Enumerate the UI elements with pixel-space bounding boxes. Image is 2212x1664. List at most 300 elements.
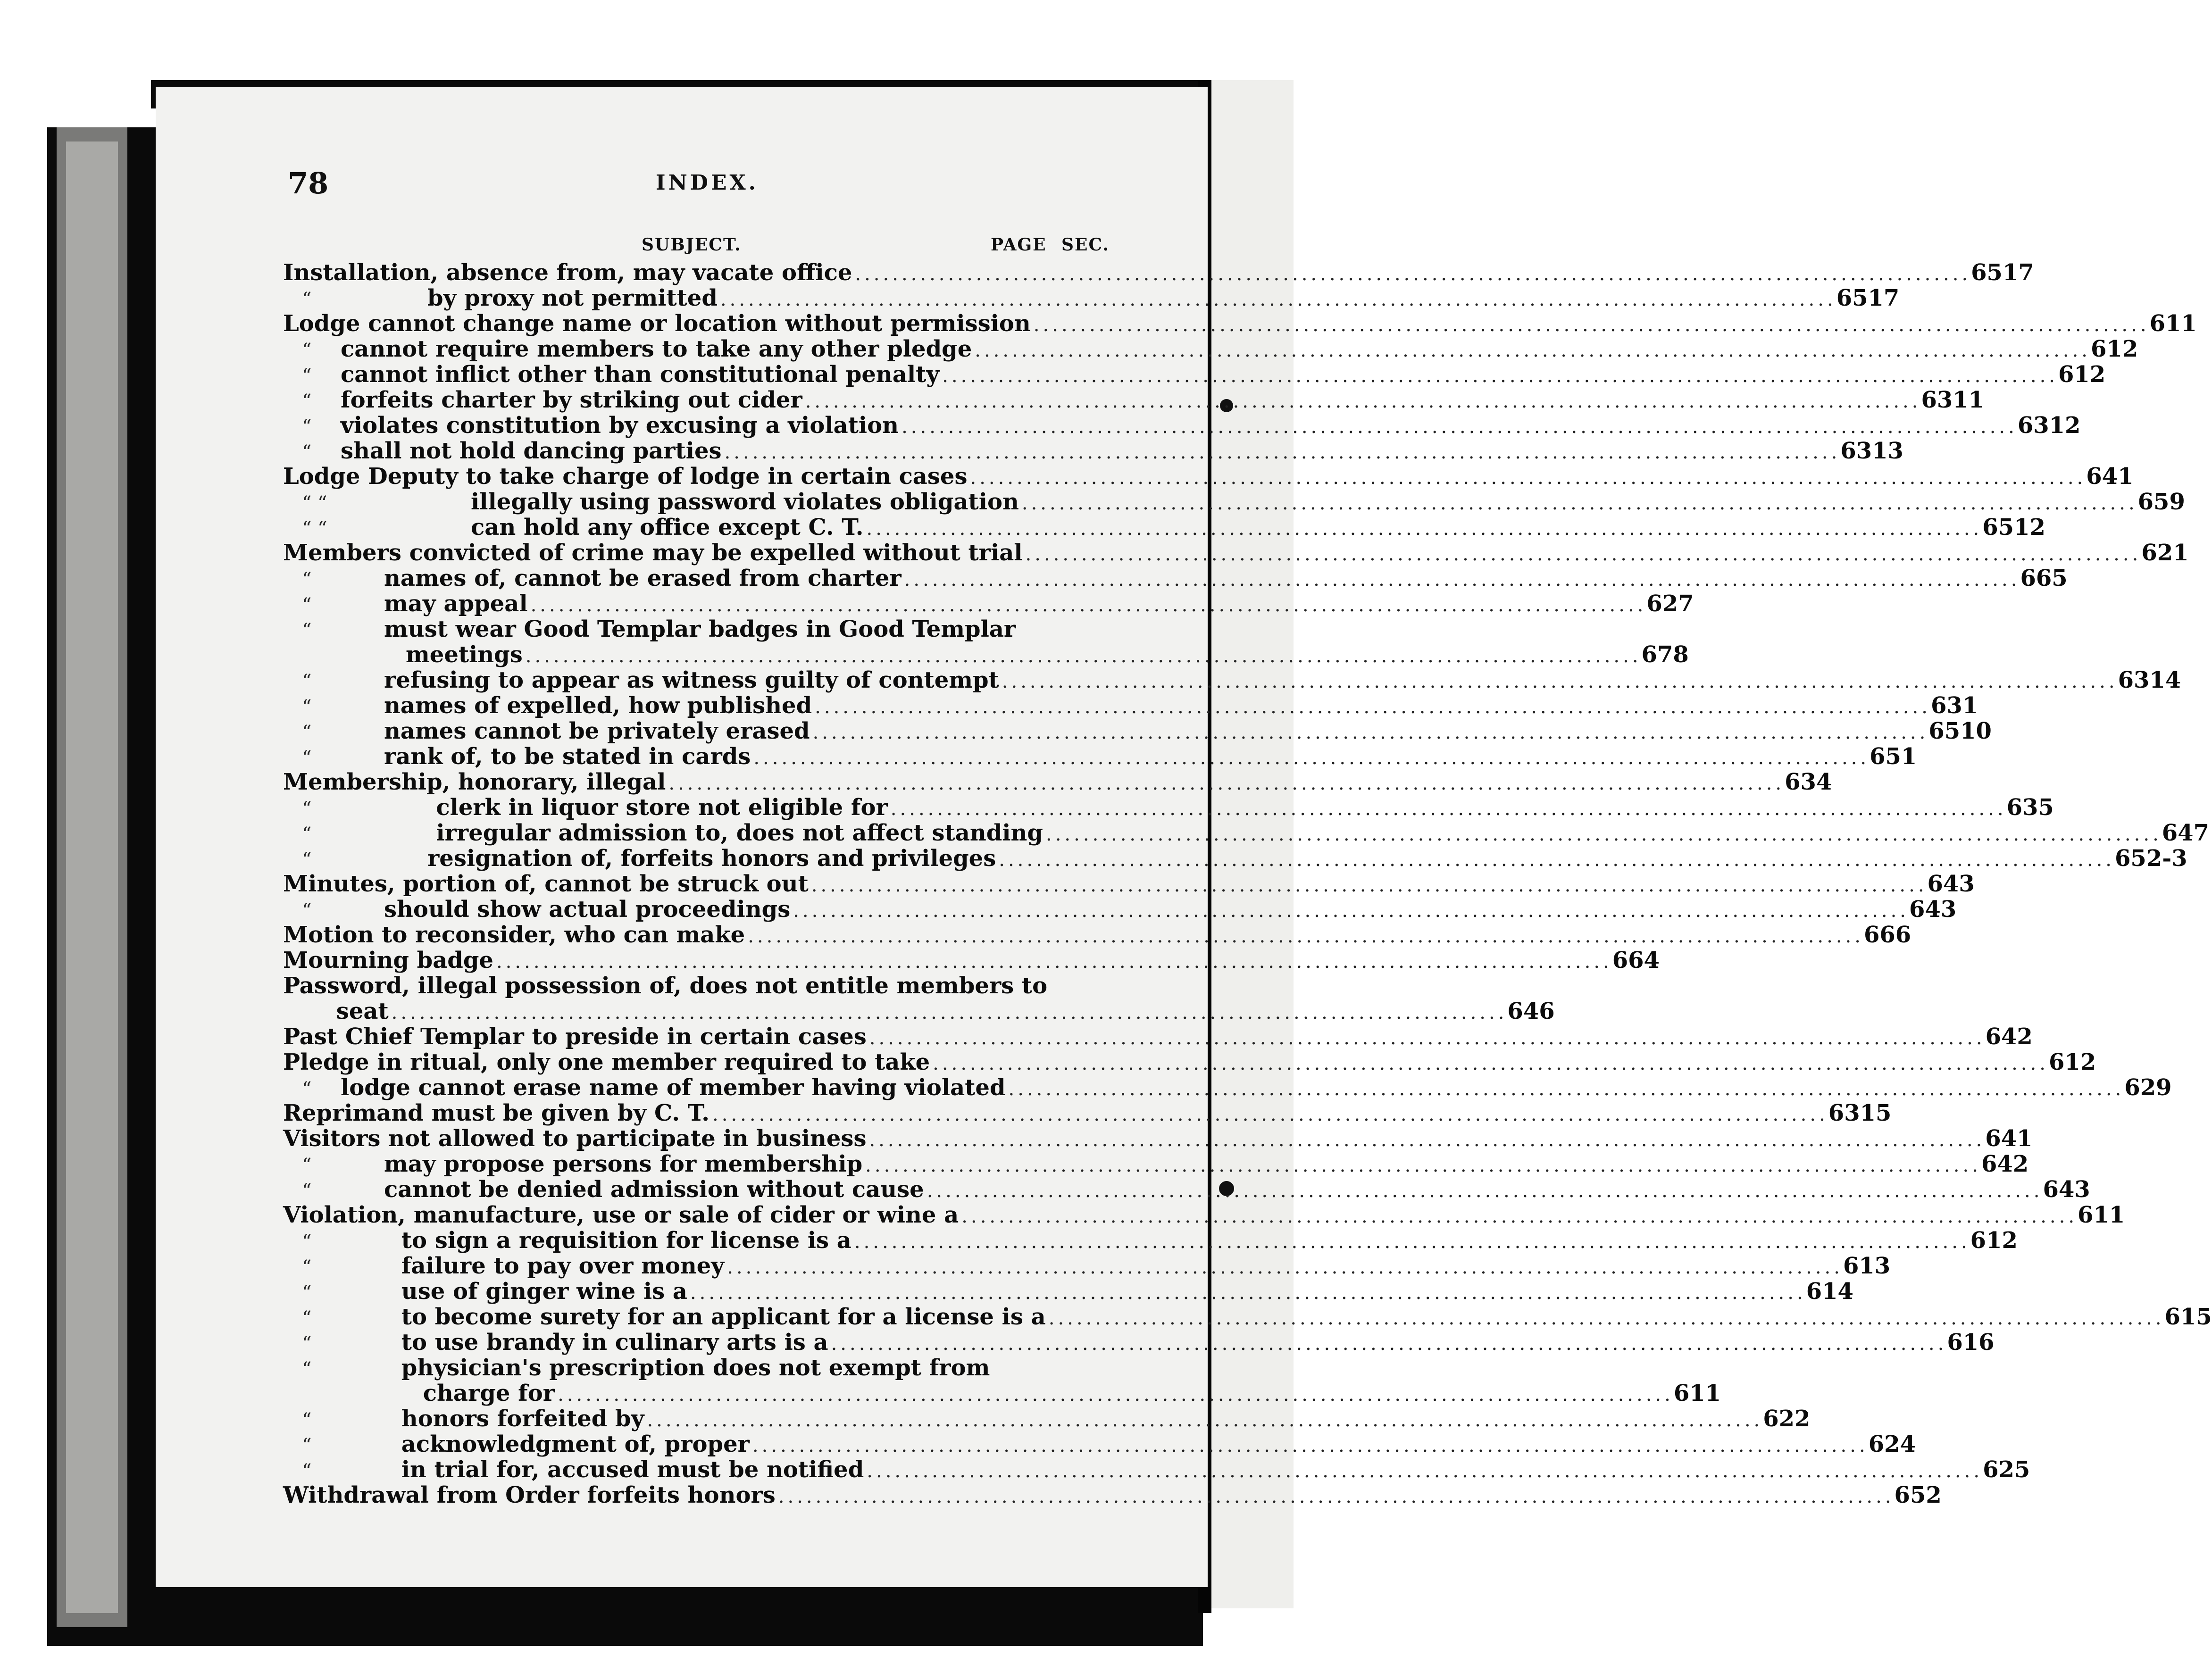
entry-page: 62 (1868, 1431, 1900, 1457)
entry-section: 15 (1860, 1100, 1892, 1126)
entry-subject-cell (283, 1151, 1981, 1177)
index-entry (283, 336, 2138, 362)
entry-subject-cell (283, 387, 1921, 413)
entry-subject-cell (283, 692, 1931, 719)
ditto-mark: “ (302, 391, 312, 412)
entry-subject-cell (283, 489, 2138, 515)
index-entry-list (283, 259, 2212, 1508)
entry-subject-cell (283, 1456, 1983, 1483)
entry-subject: acknowledgment of, proper (401, 1431, 750, 1457)
entry-section: 3 (1874, 1253, 1891, 1279)
index-entry (283, 1456, 2030, 1483)
ditto-mark: “ “ (302, 518, 327, 540)
index-entry (283, 514, 2045, 541)
dot-leader: ........................................................................................................................ (496, 951, 1612, 973)
entry-subject-cell (283, 1380, 1674, 1406)
entry-section: 13 (1872, 438, 1903, 464)
dot-leader: ........................................................................................................................ (812, 722, 1929, 743)
dot-leader: ........................................................................................................................ (752, 1435, 1869, 1456)
entry-subject: refusing to appear as witness guilty of contempt (384, 667, 999, 693)
entry-subject-cell (283, 514, 1982, 541)
ditto-mark: “ (302, 1409, 312, 1431)
entry-subject-cell (283, 1125, 1985, 1152)
entry-subject-cell (283, 1023, 1986, 1050)
entry-subject-cell (283, 896, 1909, 923)
index-entry (283, 1380, 1721, 1406)
entry-section: 2-3 (2146, 845, 2187, 872)
ditto-mark: “ (302, 1256, 312, 1278)
dot-leader: ........................................................................................................................ (1033, 314, 2150, 336)
entry-section: 2 (2080, 1049, 2096, 1075)
entry-subject: honors forfeited by (401, 1406, 644, 1432)
entry-page: 61 (2048, 1049, 2080, 1075)
ditto-mark: “ (302, 1078, 312, 1100)
index-entry (283, 922, 1912, 948)
entry-page: 61 (1970, 1227, 2002, 1254)
index-entry (283, 1304, 2212, 1330)
entry-section: 4 (1900, 1431, 1916, 1457)
entry-section: 1 (2017, 1125, 2033, 1152)
entry-page: 65 (1836, 285, 1868, 311)
entry-page: 62 (1646, 591, 1678, 617)
entry-subject: seat (336, 998, 389, 1024)
entry-page: 61 (1806, 1278, 1838, 1305)
entry-subject: illegally using password violates obligation (471, 489, 1019, 515)
index-entry (283, 1482, 1942, 1508)
entry-section: 2 (2012, 1151, 2029, 1177)
entry-subject: Membership, honorary, illegal (283, 769, 666, 795)
entry-subject-cell (283, 820, 2162, 846)
entry-section: 7 (2193, 820, 2209, 846)
entry-page: 64 (2043, 1176, 2075, 1203)
entry-section: 6 (1539, 998, 1555, 1024)
entry-page: 63 (1828, 1100, 1860, 1126)
dot-leader: ........................................................................................................................ (866, 518, 1983, 540)
entry-page: 61 (2091, 336, 2122, 362)
entry-subject: to sign a requisition for license is a (401, 1227, 851, 1254)
dot-leader: ........................................................................................................................ (854, 1231, 1970, 1253)
entry-subject-cell (283, 1431, 1869, 1457)
index-entry (283, 947, 1660, 973)
entry-page: 62 (2124, 1074, 2156, 1101)
dot-leader: ........................................................................................................................ (805, 391, 1921, 412)
dot-leader: ........................................................................................................................ (391, 1002, 1508, 1023)
dot-leader: ........................................................................................................................ (975, 340, 2091, 361)
ditto-mark: “ (302, 849, 312, 871)
entry-section: 5 (2038, 794, 2054, 821)
entry-subject: names cannot be privately erased (384, 718, 810, 744)
entry-page: 62 (2141, 540, 2173, 566)
entry-subject-cell (283, 922, 1864, 948)
entry-subject: failure to pay over money (401, 1253, 725, 1279)
dot-leader: ........................................................................................................................ (778, 1486, 1895, 1507)
entry-section: 4 (1837, 1278, 1853, 1305)
entry-subject-cell (283, 641, 1642, 668)
entry-page: 67 (1641, 641, 1673, 668)
entry-subject-cell (283, 1329, 1947, 1356)
entry-subject: to become surety for an applicant for a license is a (401, 1304, 1046, 1330)
entry-page: 63 (1930, 692, 1962, 719)
entry-subject: by proxy not permitted (427, 285, 718, 311)
index-entry (283, 361, 2106, 388)
entry-section: 2 (2017, 1023, 2033, 1050)
ditto-mark: “ (302, 798, 312, 820)
index-entry (283, 1176, 2090, 1203)
entry-subject: Withdrawal from Order forfeits honors (283, 1482, 776, 1508)
entry-subject: names of expelled, how published (384, 692, 812, 719)
dot-leader: ........................................................................................................................ (855, 263, 1971, 285)
ditto-mark: “ (302, 722, 312, 743)
entry-section: 1 (1901, 743, 1917, 770)
entry-subject: must wear Good Templar badges in Good Templar (384, 616, 1016, 642)
entry-section: 3 (2074, 1176, 2090, 1203)
entry-subject: names of, cannot be erased from charter (384, 565, 901, 591)
ditto-mark: “ (302, 671, 312, 692)
entry-page: 61 (2078, 1202, 2109, 1228)
dot-leader: ........................................................................................................................ (1048, 1307, 2165, 1329)
entry-page: 64 (1507, 998, 1539, 1024)
entry-subject: irregular admission to, does not affect standing (436, 820, 1043, 846)
ditto-mark: “ (302, 747, 312, 769)
ditto-mark: “ (302, 1307, 312, 1329)
entry-subject-cell (283, 1202, 2078, 1228)
entry-subject-cell (283, 336, 2091, 362)
index-entry (283, 412, 2081, 439)
entry-page: 64 (1985, 1125, 2017, 1152)
dot-leader: ........................................................................................................................ (530, 594, 1647, 616)
dot-leader: ........................................................................................................................ (1002, 671, 2118, 692)
entry-section: 5 (2052, 565, 2068, 591)
entry-page: 63 (2006, 794, 2038, 821)
entry-subject: forfeits charter by striking out cider (341, 387, 802, 413)
entry-subject-cell (283, 438, 1840, 464)
dot-leader: ........................................................................................................................ (865, 1155, 1981, 1176)
entry-subject: violates constitution by excusing a violation (341, 412, 899, 439)
entry-subject: Password, illegal possession of, does not entitle members to (283, 973, 1048, 999)
entry-page: 65 (1894, 1482, 1926, 1508)
dot-leader: ........................................................................................................................ (815, 696, 1931, 718)
dot-leader: ........................................................................................................................ (668, 773, 1785, 794)
dot-leader: ........................................................................................................................ (525, 645, 1642, 667)
dot-leader: ........................................................................................................................ (904, 569, 2020, 591)
ditto-mark: “ (302, 900, 312, 922)
ditto-mark: “ (302, 1435, 312, 1456)
entry-subject: cannot inflict other than constitutional penalty (341, 361, 940, 388)
entry-page: 61 (1673, 1380, 1705, 1406)
entry-section: 6 (1895, 922, 1912, 948)
entry-subject-cell (283, 871, 1928, 897)
ditto-mark: “ (302, 340, 312, 361)
index-entry (283, 641, 1689, 668)
entry-subject: Installation, absence from, may vacate office (283, 259, 852, 286)
index-entry (283, 1023, 2033, 1050)
entry-section: 12 (2014, 514, 2045, 541)
entry-subject: Minutes, portion of, cannot be struck out (283, 871, 809, 897)
dot-leader: ........................................................................................................................ (558, 1384, 1674, 1406)
ditto-mark: “ (302, 594, 312, 616)
entry-page: 61 (2149, 310, 2181, 337)
index-entry (283, 463, 2134, 490)
entry-subject: Reprimand must be given by C. T. (283, 1100, 710, 1126)
entry-subject: in trial for, accused must be notified (401, 1456, 864, 1483)
entry-subject-cell (283, 1049, 2049, 1075)
page-number: 78 (288, 166, 329, 200)
entry-subject-cell (283, 794, 2007, 821)
dot-leader: ........................................................................................................................ (901, 416, 2018, 438)
entry-section: 1 (1705, 1380, 1721, 1406)
entry-subject: clerk in liquor store not eligible for (436, 794, 888, 821)
dot-leader: ........................................................................................................................ (1046, 824, 2162, 845)
entry-subject-cell (283, 947, 1612, 973)
dot-leader: ........................................................................................................................ (927, 1180, 2043, 1202)
entry-page: 63 (2118, 667, 2150, 693)
entry-subject: Motion to reconsider, who can make (283, 922, 745, 948)
entry-subject-cell (283, 412, 2018, 439)
ditto-mark: “ (302, 1180, 312, 1202)
entry-subject-cell (283, 565, 2020, 591)
entry-page: 63 (2017, 412, 2049, 439)
entry-page: 62 (1983, 1456, 2014, 1483)
index-entry (283, 896, 1957, 923)
entry-section: 1 (2118, 463, 2134, 490)
ditto-mark: “ (302, 696, 312, 718)
entry-subject: charge for (423, 1380, 555, 1406)
entry-subject: Violation, manufacture, use or sale of cider or wine a (283, 1202, 959, 1228)
entry-subject: Mourning badge (283, 947, 493, 973)
entry-subject-cell (283, 1482, 1895, 1508)
entry-page: 63 (1921, 387, 1953, 413)
index-entry (283, 259, 2034, 286)
index-entry (283, 540, 2189, 566)
entry-page: 65 (1971, 259, 2003, 286)
entry-subject: cannot require members to take any other pledge (341, 336, 972, 362)
entry-subject-cell (283, 1100, 1828, 1126)
entry-section: 1 (2181, 310, 2197, 337)
index-entry (283, 1329, 1995, 1356)
entry-section: 3 (1959, 871, 1975, 897)
entry-section: 14 (2149, 667, 2181, 693)
dot-leader: ........................................................................................................................ (1021, 492, 2138, 514)
entry-subject: Members convicted of crime may be expelled without trial (283, 540, 1023, 566)
dot-leader: ........................................................................................................................ (727, 1256, 1843, 1278)
index-entry (283, 1049, 2096, 1075)
ditto-mark: “ (302, 1460, 312, 1482)
entry-subject: rank of, to be stated in cards (384, 743, 751, 770)
dot-leader: ........................................................................................................................ (890, 798, 2007, 820)
index-entry (283, 616, 1123, 641)
entry-subject-cell (283, 769, 1785, 795)
index-entry (283, 387, 1985, 413)
index-entry (283, 1074, 2172, 1101)
entry-section: 10 (1960, 718, 1992, 744)
entry-subject-cell (283, 845, 2115, 872)
entry-page: 61 (1843, 1253, 1875, 1279)
entry-section: 5 (2014, 1456, 2030, 1483)
entry-subject: lodge cannot erase name of member having violated (341, 1074, 1006, 1101)
entry-section: 4 (1644, 947, 1660, 973)
index-entry (283, 1278, 1853, 1305)
ditto-mark: “ “ (302, 492, 327, 514)
entry-section: 5 (2196, 1304, 2212, 1330)
index-entry (283, 998, 1555, 1024)
entry-subject: should show actual proceedings (384, 896, 791, 923)
dot-leader: ........................................................................................................................ (712, 1104, 1828, 1125)
dot-leader: ........................................................................................................................ (1025, 543, 2142, 565)
entry-section: 12 (2049, 412, 2081, 439)
entry-subject: may propose persons for membership (384, 1151, 863, 1177)
ditto-mark: “ (302, 416, 312, 438)
dot-leader: ........................................................................................................................ (690, 1282, 1806, 1304)
ditto-mark: “ (302, 620, 312, 641)
dot-leader: ........................................................................................................................ (811, 874, 1928, 896)
entry-section: 17 (1868, 285, 1900, 311)
ditto-mark: “ (302, 441, 312, 463)
entry-subject-cell (283, 1355, 1038, 1381)
entry-page: 63 (1785, 769, 1816, 795)
entry-section: 17 (2002, 259, 2034, 286)
entry-subject-cell (283, 1304, 2165, 1330)
entry-page: 66 (1863, 922, 1895, 948)
ditto-mark: “ (302, 1333, 312, 1355)
entry-subject: Pledge in ritual, only one member required to take (283, 1049, 930, 1075)
ditto-mark: “ (302, 289, 312, 310)
entry-subject-cell (283, 540, 2141, 566)
page-column-header: PAGE (991, 235, 1047, 255)
dot-leader: ........................................................................................................................ (724, 441, 1841, 463)
entry-section: 7 (1678, 591, 1694, 617)
entry-section: 2 (2002, 1227, 2018, 1254)
ditto-mark: “ (302, 1358, 312, 1380)
entry-page: 64 (1985, 1023, 2017, 1050)
entry-subject-cell (283, 1227, 1970, 1254)
entry-subject: meetings (406, 641, 523, 668)
index-entry (283, 591, 1694, 617)
ditto-mark: “ (302, 1155, 312, 1176)
index-entry (283, 871, 1975, 897)
index-entry (283, 667, 2181, 693)
entry-subject: use of ginger wine is a (401, 1278, 687, 1305)
index-entry (283, 743, 1917, 770)
entry-subject-cell (283, 616, 1038, 642)
entry-page: 61 (1947, 1329, 1979, 1356)
entry-subject: may appeal (384, 591, 528, 617)
entry-section: 2 (1795, 1406, 1811, 1432)
ditto-mark: “ (302, 1282, 312, 1304)
dot-leader: ........................................................................................................................ (942, 365, 2058, 387)
index-entry (283, 769, 1832, 795)
index-entry (283, 489, 2185, 515)
index-entry (283, 820, 2209, 846)
entry-subject-cell (283, 667, 2118, 693)
index-entry (283, 718, 1992, 744)
entry-page: 65 (2137, 489, 2170, 515)
entry-section: 1 (2173, 540, 2189, 566)
entry-section: 11 (1953, 387, 1985, 413)
entry-subject: Visitors not allowed to participate in business (283, 1125, 867, 1152)
dot-leader: ........................................................................................................................ (748, 925, 1864, 947)
entry-page: 66 (1612, 947, 1644, 973)
entry-section: 8 (1673, 641, 1689, 668)
index-entry (283, 1406, 1811, 1432)
entry-subject-cell (283, 285, 1836, 311)
entry-subject: to use brandy in culinary arts is a (401, 1329, 828, 1356)
entry-subject-cell (283, 718, 1928, 744)
entry-subject-cell (283, 361, 2058, 388)
entry-subject-cell (283, 1253, 1843, 1279)
entry-page: 61 (2058, 361, 2090, 388)
index-entry (283, 1100, 1892, 1126)
entry-section: 6 (1978, 1329, 1995, 1356)
entry-subject-cell (283, 1406, 1763, 1432)
ditto-mark: “ (302, 824, 312, 845)
entry-section: 2 (1926, 1482, 1942, 1508)
entry-page: 65 (1928, 718, 1961, 744)
dot-leader: ........................................................................................................................ (869, 1129, 1986, 1151)
entry-page: 64 (1927, 871, 1959, 897)
entry-subject: can hold any office except C. T. (471, 514, 864, 541)
entry-section: 1 (2109, 1202, 2125, 1228)
page-title: INDEX. (656, 171, 759, 195)
entry-subject-cell (283, 998, 1507, 1024)
entry-section: 4 (1816, 769, 1832, 795)
index-entry (283, 1227, 2018, 1254)
entry-subject: Lodge Deputy to take charge of lodge in certain cases (283, 463, 968, 490)
index-entry (283, 285, 1900, 311)
entry-subject: shall not hold dancing parties (341, 438, 722, 464)
entry-page: 64 (2162, 820, 2194, 846)
index-entry (283, 845, 2187, 872)
entry-page: 63 (1840, 438, 1872, 464)
entry-subject-cell (283, 591, 1646, 617)
ditto-mark: “ (302, 1231, 312, 1253)
entry-subject: physician's prescription does not exempt from (401, 1355, 990, 1381)
entry-subject-cell (283, 1278, 1806, 1305)
entry-subject-cell (283, 1074, 2124, 1101)
entry-subject: Past Chief Templar to preside in certain cases (283, 1023, 867, 1050)
entry-section: 2 (2089, 361, 2106, 388)
index-entry (283, 1253, 1891, 1279)
entry-section: 3 (1940, 896, 1957, 923)
ditto-mark: “ (302, 569, 312, 591)
entry-page: 62 (1763, 1406, 1795, 1432)
entry-page: 65 (1982, 514, 2014, 541)
entry-page: 64 (1981, 1151, 2013, 1177)
subject-column-header: SUBJECT. (642, 235, 742, 255)
entry-section: 1 (1962, 692, 1978, 719)
entry-subject-cell (283, 973, 1047, 999)
index-entry (283, 1431, 1916, 1457)
index-entry (283, 973, 1123, 998)
dot-leader: ........................................................................................................................ (793, 900, 1909, 922)
dot-leader: ........................................................................................................................ (753, 747, 1870, 769)
entry-subject: resignation of, forfeits honors and privileges (427, 845, 996, 872)
dot-leader: ........................................................................................................................ (933, 1053, 2049, 1074)
entry-page: 64 (1909, 896, 1941, 923)
index-entry (283, 692, 1978, 719)
entry-subject-cell (283, 1176, 2043, 1203)
dot-leader: ........................................................................................................................ (869, 1027, 1986, 1049)
index-entry (283, 310, 2197, 337)
index-entry (283, 565, 2068, 591)
dot-leader: ........................................................................................................................ (720, 289, 1836, 310)
entry-subject-cell (283, 310, 2150, 337)
entry-section: 2 (2122, 336, 2138, 362)
index-entry (283, 794, 2054, 821)
index-entry (283, 1151, 2029, 1177)
entry-page: 64 (2086, 463, 2118, 490)
entry-page: 65 (2115, 845, 2146, 872)
dot-leader: ........................................................................................................................ (831, 1333, 1947, 1355)
